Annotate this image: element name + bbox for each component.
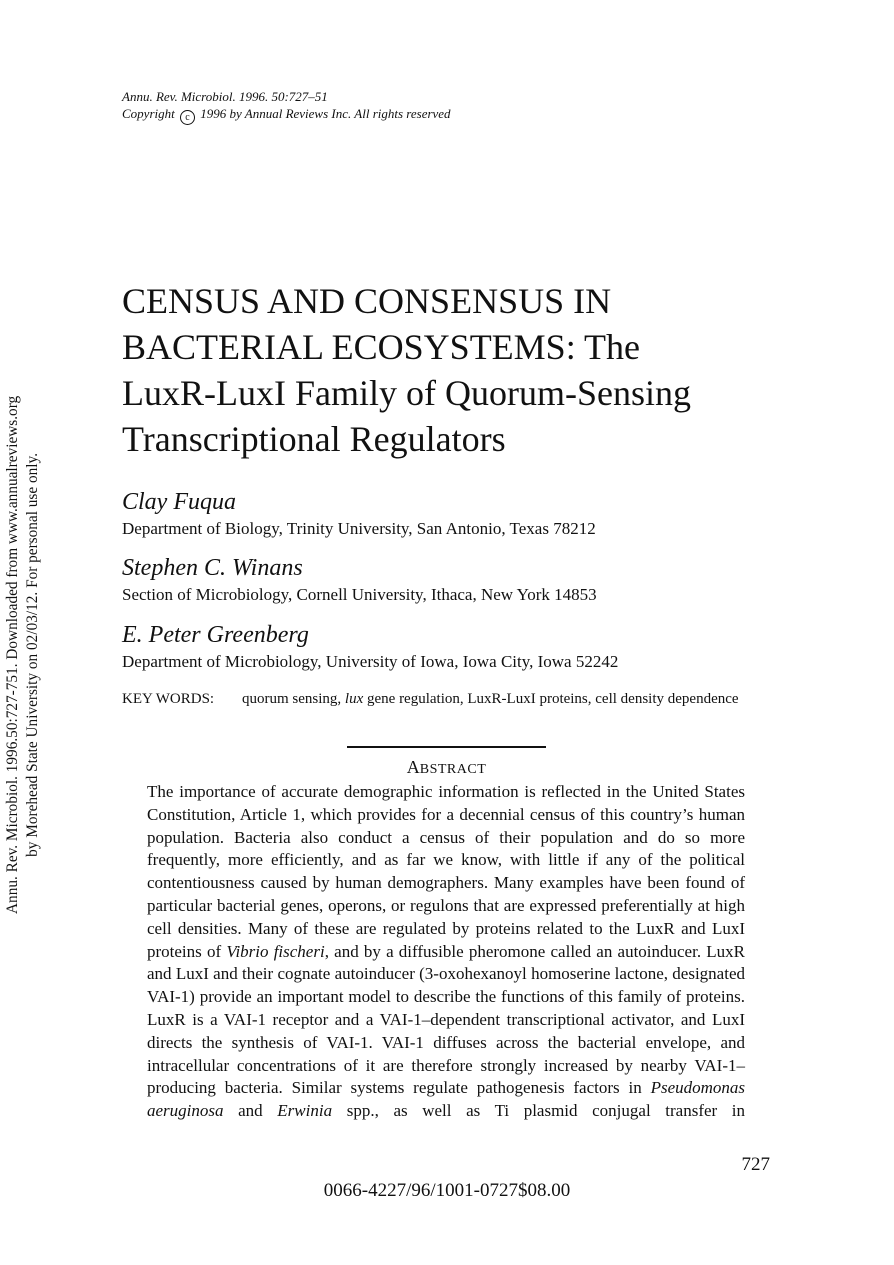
article-title: [122, 278, 782, 462]
abstract-text: , and by a diffusible pheromone called an autoinducer. LuxR and LuxI and their cognate autoinducer (3-oxohexanoyl homoserine lactone, designated VAI-1) provide an important model to describe the functions of this family of proteins. LuxR is a VAI-1 receptor and a VAI-1–dependent transcriptional activator, and LuxI directs the synthesis of VAI-1. VAI-1 diffuses across the bacterial envelope, and intracellular concentrations of it are therefore strongly increased by nearby VAI-1–producing bacteria. Similar systems regulate pathogenesis factors in: [147, 941, 745, 1098]
copyright-suffix: 1996 by Annual Reviews Inc. All rights reserved: [200, 106, 451, 121]
species-name: Pseudomonas aeruginosa: [147, 1078, 746, 1121]
title-line: BACTERIAL ECOSYSTEMS: The: [122, 327, 641, 367]
author-name: Stephen C. Winans: [122, 555, 303, 581]
copyright-line: [122, 105, 451, 125]
journal-line: Annu. Rev. Microbiol. 1996. 50:727–51: [122, 89, 328, 104]
author-name: E. Peter Greenberg: [122, 622, 309, 648]
keywords: [122, 690, 770, 709]
title-line: Transcriptional Regulators: [122, 419, 506, 459]
abstract-heading: [347, 756, 546, 781]
abstract-text: spp., as well as Ti plasmid conjugal transfer in: [346, 1101, 746, 1121]
download-notice-line: Annu. Rev. Microbiol. 1996.50:727-751. Downloaded from www.annualreviews.org: [4, 395, 21, 914]
download-notice-line: by Morehead State University on 02/03/12. For personal use only.: [24, 452, 41, 857]
author-affiliation: Department of Biology, Trinity University, San Antonio, Texas 78212: [122, 519, 596, 538]
abstract-heading-rest: BSTRACT: [419, 762, 487, 777]
abstract-heading-initial: A: [406, 757, 420, 777]
author-affiliation: Section of Microbiology, Cornell University, Ithaca, New York 14853: [122, 585, 597, 604]
keywords-italic: lux: [344, 691, 364, 707]
keywords-part: quorum sensing,: [242, 691, 342, 707]
journal-citation: [122, 88, 451, 125]
abstract-text: and: [238, 1101, 263, 1121]
keywords-part: gene regulation, LuxR-LuxI proteins, cell density dependence: [367, 691, 739, 707]
title-line: LuxR-LuxI Family of Quorum-Sensing: [122, 373, 691, 413]
copyright-prefix: Copyright: [122, 106, 175, 121]
article-code: 0066-4227/96/1001-0727$08.00: [323, 1180, 571, 1201]
copyright-symbol: c: [180, 110, 195, 125]
author-affiliation: Department of Microbiology, University of Iowa, Iowa City, Iowa 52242: [122, 652, 619, 671]
abstract-rule: [347, 746, 546, 748]
keywords-label: KEY WORDS:: [122, 691, 215, 707]
species-name: Vibrio fischeri: [226, 941, 325, 961]
page-number: 727: [741, 1154, 770, 1175]
abstract-body: [147, 781, 745, 1123]
keywords-text: [242, 690, 770, 709]
author-name: Clay Fuqua: [122, 489, 236, 515]
abstract-text: The importance of accurate demographic information is reflected in the United States Constitution, Article 1, which provides for a decennial census of this country’s human population. Bacteria also conduct a census of their population and do so more frequently, more efficiently, and as far we know, with little if any of the political contentiousness caused by human demographers. Many examples have been found of particular bacterial genes, operons, or regulons that are expressed preferentially at high cell densities. Many of these are regulated by proteins related to the LuxR and LuxI proteins of: [147, 782, 745, 961]
title-line: CENSUS AND CONSENSUS IN: [122, 281, 612, 321]
download-notice: [3, 396, 43, 914]
species-name: Erwinia: [277, 1101, 333, 1121]
